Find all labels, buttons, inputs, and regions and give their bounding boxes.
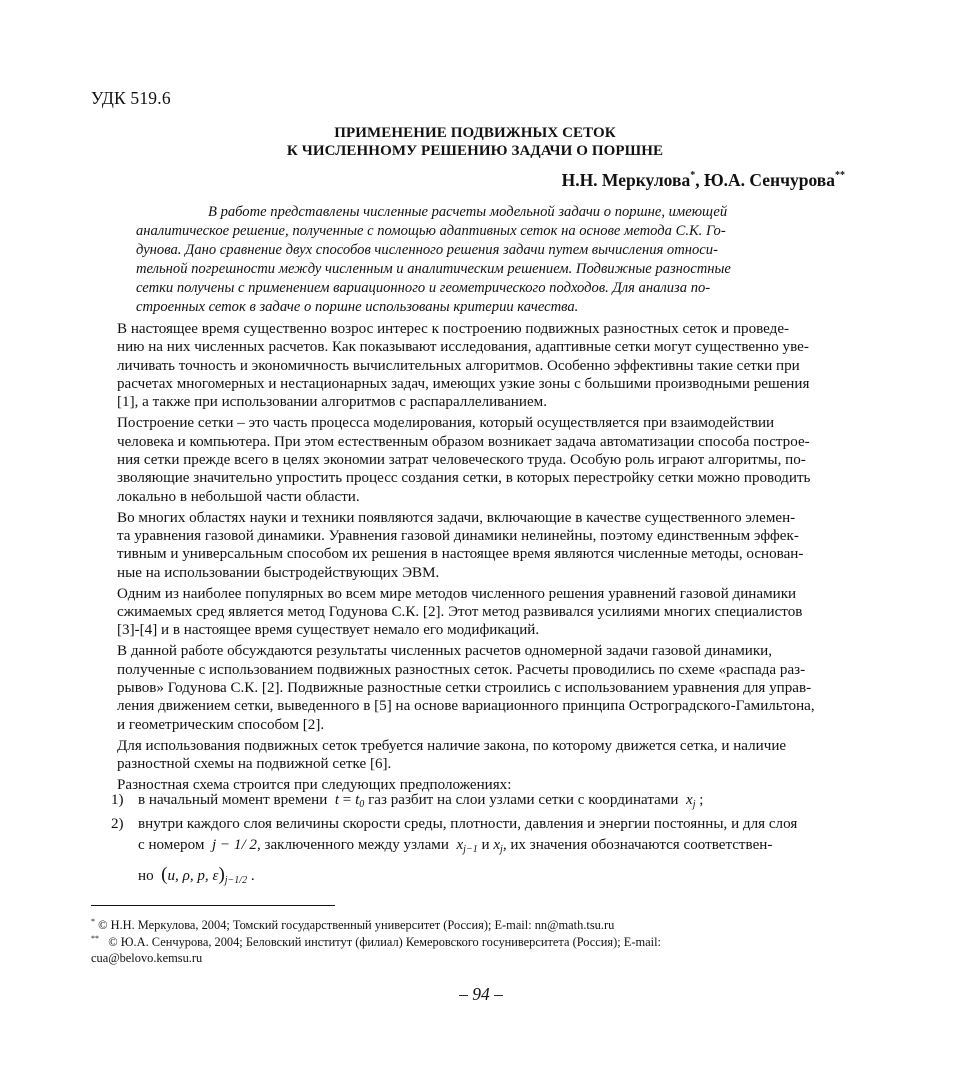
paragraph-6 [91,737,849,774]
paragraph-line: [3]-[4] и в настоящее время существует немало его модификаций. [117,622,540,639]
author-2: Ю.А. Сенчурова [703,170,835,190]
math-state-vector: (u, ρ, p, $\varepsilon)_{j-1/2}$ [161,863,248,886]
list-text: , заключенного между узлами [256,837,449,854]
udk-code: УДК 519.6 [91,88,171,108]
paper-title-line-2: К ЧИСЛЕННОМУ РЕШЕНИЮ ЗАДАЧИ О ПОРШНЕ [286,143,664,159]
paragraph-4 [91,585,849,640]
math-xj-1: $x_{j-1}$ [456,837,478,856]
author-2-footnote-mark: ** [835,170,845,181]
list-text: в начальный момент времени [138,792,328,808]
author-1: Н.Н. Меркулова [561,170,691,190]
paragraph-line: и геометрическим способом [2]. [117,716,325,733]
footnote-rule [91,905,335,906]
abstract-line: сетки получены с применением вариационного и геометрического подходов. Для анализа по- [136,280,711,296]
paragraph-line: человека и компьютера. При этом естественным образом возникает задача автоматизации способа построе- [117,433,810,450]
paragraph-line: Одним из наиболее популярных во всем мире методов численного решения уравнений газовой динамики [117,585,797,602]
paragraph-line: Для использования подвижных сеток требуется наличие закона, по которому движется сетка, и наличие [117,737,787,754]
paragraph-line: расчетах многомерных и нестационарных задач, имеющих узкие зоны с большими производными решения [117,376,810,393]
paragraph-line: сжимаемых сред является метод Годунова С.К. [2]. Этот метод развивался усилиями многих специалистов [117,603,803,620]
body-text [91,320,849,797]
footnote-text: © Н.Н. Меркулова, 2004; Томский государственный университет (Россия); E-mail: nn@math.tsu.ru [98,918,615,932]
paragraph-line: личивать точность и экономичность вычислительных алгоритмов. Особенно эффективны такие сетки при [117,357,800,374]
paragraph-1 [91,320,849,412]
paragraph-line: рывов» Годунова С.К. [2]. Подвижные разностные сетки строились с использованием уравнения для управ- [117,679,812,696]
paragraph-line: В настоящее время существенно возрос интерес к построению подвижных разностных сеток и проведе- [117,321,790,337]
list-text: , их значения обозначаются соответствен- [502,837,773,854]
paper-page: УДК 519.6 ПРИМЕНЕНИЕ ПОДВИЖНЫХ СЕТОК К ЧИСЛЕННОМУ РЕШЕНИЮ ЗАДАЧИ О ПОРШНЕ Н.Н. Меркулова*, Ю.А. Сенчурова** В работе представлены численные расчеты модельной задачи о поршне, имеющей аналитическое решение, полученные с помощью адаптивных сеток на основе метода С.К. Го- дунова. Дано сравнение двух способов численного решения задачи путем вычисления относи- тельной погрешности между численным и аналитическим решением. Подвижные разностные сетки получены с применением вариационного и геометрического подходов. Для анализа по- строенных сеток в задаче о поршне использованы критерии качества. В настоящее время существенно возрос интерес к построению подвижных разностных сеток и проведе- нию на них численных расчетов. Как показывают исследования, адаптивные сетки могут существенно уве- личивать точность и экономичность вычислительных алгоритмов. Особенно эффективны такие сетки при расчетах многомерных и нестационарных задач, имеющих узкие зоны с большими производными решения [1], а также при использовании алгоритмов с распараллеливанием. Построение сетки – это часть процесса моделирования, который осуществляется при взаимодействии человека и компьютера. При этом естественным образом возникает задача автоматизации способа построе- ния сетки прежде всего в целях экономии затрат человеческого труда. Особую роль играют алгоритмы, по- зволяющие значительно упростить процесс создания сетки, в которых перестройку сетки можно проводить локально в небольшой части области. Во многих областях науки и техники появляются задачи, включающие в качестве существенного элемен- та уравнения газовой динамики. Уравнения газовой динамики нелинейны, поэтому единственным эффек- тивным и универсальным способом их решения в настоящее время являются численные методы, основан- ные на использовании быстродействующих ЭВМ. Одним из наиболее популярных во всем мире методов численного решения уравнений газовой динамики сжимаемых сред является метод Годунова С.К. [2]. Этот метод развивался усилиями многих специалистов [3]-[4] и в настоящее время существует немало его модификаций. В данной работе обсуждаются результаты численных расчетов одномерной задачи газовой динамики, полученные с использованием подвижных разностных сеток. Расчеты проводились по схеме «распада раз- рывов» Годунова С.К. [2]. Подвижные разностные сетки строились с использованием уравнения для управ- ления движением сетки, выведенного в [5] на основе вариационного принципа Остроградского-Гамильтона, и геометрическим способом [2]. Для использования подвижных сеток требуется наличие закона, по которому движется сетка, и наличие разностной схемы на подвижной сетке [6]. Разностная схема строится при следующих предположениях: 1) в начальный момент времени $t = t_0$ газ разбит на слои узлами сетки с координатами $x_j$ ; 2) внутри каждого слоя величины скорости среды, плотности, давления и энергии постоянны, и для слоя с номером j − 1/ 2, заключенного между узлами $x_{j-1}$ и $x_j$, их значения обозначаются соответствен- но (u, ρ, p, $\varepsilon)_{j-1/2}$ . * © Н.Н. Меркулова, 2004; Томский государственный университет (Россия); E-mail: nn@math.tsu.ru ** © Ю.А. Сенчурова, 2004; Беловский институт (филиал) Кемеровского госуниверситета (Россия); E-mail: cua@belovo.kemsu.ru – 94 – [0,0,962,1080]
list-number: 1) [111,792,124,808]
list-text: внутри каждого слоя величины скорости среды, плотности, давления и энергии постоянны, и для слоя [138,816,798,832]
abstract-line: В работе представлены численные расчеты модельной задачи о поршне, имеющей [208,204,728,220]
authors [562,170,845,191]
paragraph-line: Разностная схема строится при следующих предположениях: [117,776,512,793]
paragraph-line: ния сетки прежде всего в целях экономии затрат человеческого труда. Особую роль играют алгоритмы, по- [117,452,806,468]
abstract-line: строенных сеток в задаче о поршне использованы критерии качества. [136,299,579,315]
math-j-half: j − 1/ 2 [211,837,257,854]
paragraph-line: полученные с использованием подвижных разностных сеток. Расчеты проводились по схеме «распада раз- [117,661,806,678]
author-1-footnote-mark: * [690,170,696,181]
footnote-text: cua@belovo.kemsu.ru [91,950,203,965]
math-xj: $x_j$ [686,792,696,810]
list-text: газ разбит на слои узлами сетки с координатами [364,792,679,808]
list-number: 2) [111,816,124,832]
page-number: – 94 – [459,984,503,1004]
abstract-line: аналитическое решение, полученные с помощью адаптивных сеток на основе метода С.К. Го- [136,223,726,239]
list-text: но [138,867,154,884]
footnote-2 [91,931,849,966]
paragraph-line: локально в небольшой части области. [117,488,360,505]
math-xj: $x_j$ [493,837,503,856]
paragraph-line: [1], а также при использовании алгоритмов с распараллеливанием. [117,394,547,411]
paragraph-line: ные на использовании быстродействующих ЭВМ. [117,564,440,581]
footnote-mark: ** [91,934,99,943]
abstract-line: дунова. Дано сравнение двух способов численного решения задачи путем вычисления относи- [136,242,718,258]
paragraph-line: В данной работе обсуждаются результаты численных расчетов одномерной задачи газовой динамики, [117,643,773,660]
paragraph-line: тивным и универсальным способом их решения в настоящее время являются численные методы, основан- [117,546,804,563]
paragraph-line: та уравнения газовой динамики. Уравнения газовой динамики нелинейны, поэтому единственным эффек- [117,527,799,544]
abstract [136,203,806,317]
paragraph-2 [91,414,849,506]
author-separator: , [695,170,704,190]
paragraph-line: Построение сетки – это часть процесса моделирования, который осуществляется при взаимодействии [117,415,775,432]
list-text: с номером [138,837,205,854]
paragraph-line: нию на них численных расчетов. Как показывают исследования, адаптивные сетки могут существенно уве- [117,339,809,356]
paragraph-line: разностной схемы на подвижной сетке [6]. [117,755,392,772]
footnote-mark: * [91,917,95,926]
paper-title-line-1: ПРИМЕНЕНИЕ ПОДВИЖНЫХ СЕТОК [334,125,616,141]
footnote-text: © Ю.А. Сенчурова, 2004; Беловский институт (филиал) Кемеровского госуниверситета (Россия); E-mail: [108,935,661,949]
math-t: $t = t_0$ [334,792,365,810]
abstract-line: тельной погрешности между численным и аналитическим решением. Подвижные разностные [136,261,731,277]
paragraph-5 [91,642,849,734]
paragraph-line: Во многих областях науки и техники появляются задачи, включающие в качестве существенного элемен- [117,509,796,526]
paragraph-3 [91,509,849,582]
paragraph-line: зволяющие значительно упростить процесс создания сетки, в которых перестройку сетки можно проводить [117,470,811,487]
paragraph-line: ления движением сетки, выведенного в [5] на основе вариационного принципа Остроградского-Гамильтона, [117,698,815,715]
